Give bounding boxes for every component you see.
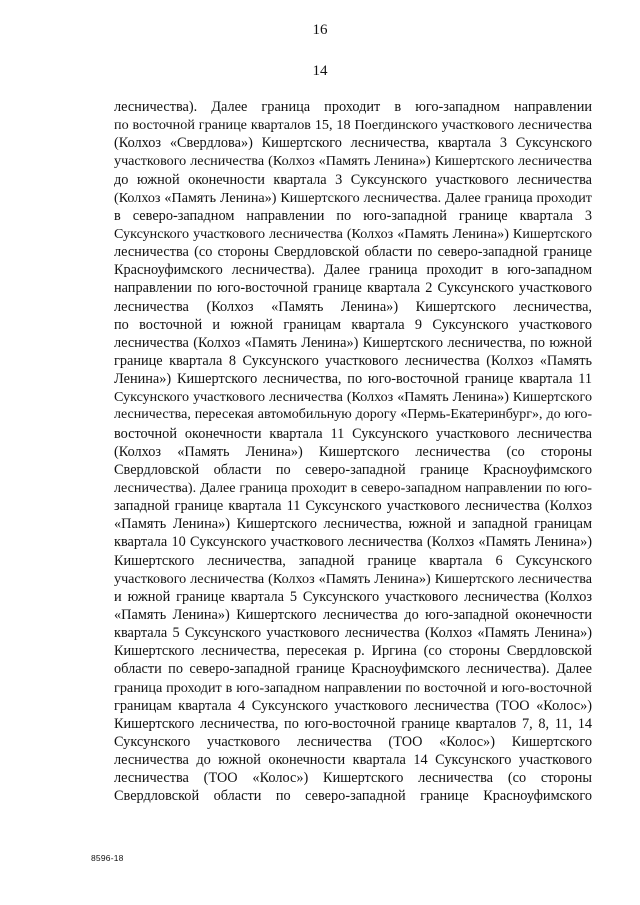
text-line: участкового лесничества (Колхоз «Память Ленина») Кишертского лесничества	[114, 570, 592, 587]
text-line: лесничества (ТОО «Колос») Кишертского лесничества (со стороны	[114, 770, 592, 787]
document-code: 8596-18	[91, 853, 124, 863]
text-line: квартала 5 Суксунского участкового лесничества (Колхоз «Память Ленина»)	[114, 625, 592, 642]
text-line: Свердловской области по северо-западной границе Красноуфимского	[114, 788, 592, 805]
text-line: Суксунского участкового лесничества (ТОО «Колос») Кишертского	[114, 733, 592, 750]
text-line: «Память Ленина») Кишертского лесничества до юго-западной оконечности	[114, 606, 592, 623]
page-number-inner: 14	[312, 63, 328, 79]
text-line: «Память Ленина») Кишертского лесничества, южной и западной границам	[114, 516, 592, 533]
text-line: до южной оконечности квартала 3 Суксунского участкового лесничества	[114, 171, 592, 188]
page-number-top: 16	[312, 22, 328, 38]
text-line: Кишертского лесничества, пересекая р. Иргина (со стороны Свердловской	[114, 643, 592, 660]
text-line: лесничества). Далее граница проходит в северо-западном направлении по юго-	[114, 479, 592, 496]
text-line: границе квартала 8 Суксунского участкового лесничества (Колхоз «Память	[114, 352, 592, 369]
text-line: границам квартала 4 Суксунского участкового лесничества (ТОО «Колос»)	[114, 697, 592, 714]
document-body-text	[114, 98, 592, 805]
text-line: лесничества (Колхоз «Память Ленина») Кишертского лесничества,	[114, 298, 592, 315]
text-line: Красноуфимского лесничества). Далее граница проходит в юго-западном	[114, 262, 592, 279]
text-line: лесничества (со стороны Свердловской области по северо-западной границе	[114, 244, 592, 261]
text-line: участкового лесничества (Колхоз «Память Ленина») Кишертского лесничества	[114, 153, 592, 170]
text-line: квартала 10 Суксунского участкового лесничества (Колхоз «Память Ленина»)	[114, 534, 592, 551]
text-line: лесничества (Колхоз «Память Ленина») Кишертского лесничества, по южной	[114, 334, 592, 351]
text-line: Кишертского лесничества, западной границе квартала 6 Суксунского	[114, 552, 592, 569]
text-line: западной границе квартала 11 Суксунского участкового лесничества (Колхоз	[114, 498, 592, 515]
text-line: Свердловской области по северо-западной границе Красноуфимского	[114, 461, 592, 478]
text-line: Суксунского участкового лесничества (Колхоз «Память Ленина») Кишертского	[114, 389, 592, 406]
text-line: граница проходит в юго-западном направлении по восточной и юго-восточной	[114, 679, 592, 696]
text-line: (Колхоз «Память Ленина») Кишертского лесничества (со стороны	[114, 443, 592, 460]
text-line: Кишертского лесничества, по юго-восточной границе кварталов 7, 8, 11, 14	[114, 715, 592, 732]
text-line: восточной оконечности квартала 11 Суксунского участкового лесничества	[114, 425, 592, 442]
text-line: направлении по юго-восточной границе квартала 2 Суксунского участкового	[114, 280, 592, 297]
text-line: области по северо-западной границе Красноуфимского лесничества). Далее	[114, 661, 592, 678]
text-line: по восточной и южной границам квартала 9 Суксунского участкового	[114, 316, 592, 333]
text-line: лесничества, пересекая автомобильную дорогу «Пермь-Екатеринбург», до юго-	[114, 407, 592, 423]
text-line: (Колхоз «Память Ленина») Кишертского лесничества. Далее граница проходит	[114, 189, 592, 206]
text-line: в северо-западном направлении по юго-западной границе квартала 3	[114, 207, 592, 224]
text-line: лесничества до южной оконечности квартала 14 Суксунского участкового	[114, 752, 592, 769]
text-line: Суксунского участкового лесничества (Колхоз «Память Ленина») Кишертского	[114, 225, 592, 242]
text-line: и южной границе квартала 5 Суксунского участкового лесничества (Колхоз	[114, 588, 592, 605]
text-line: (Колхоз «Свердлова») Кишертского лесничества, квартала 3 Суксунского	[114, 135, 592, 152]
text-line: лесничества). Далее граница проходит в юго-западном направлении	[114, 99, 592, 115]
text-line: Ленина») Кишертского лесничества, по юго-восточной границе квартала 11	[114, 371, 592, 388]
text-line: по восточной границе кварталов 15, 18 Поегдинского участкового лесничества	[114, 117, 592, 134]
